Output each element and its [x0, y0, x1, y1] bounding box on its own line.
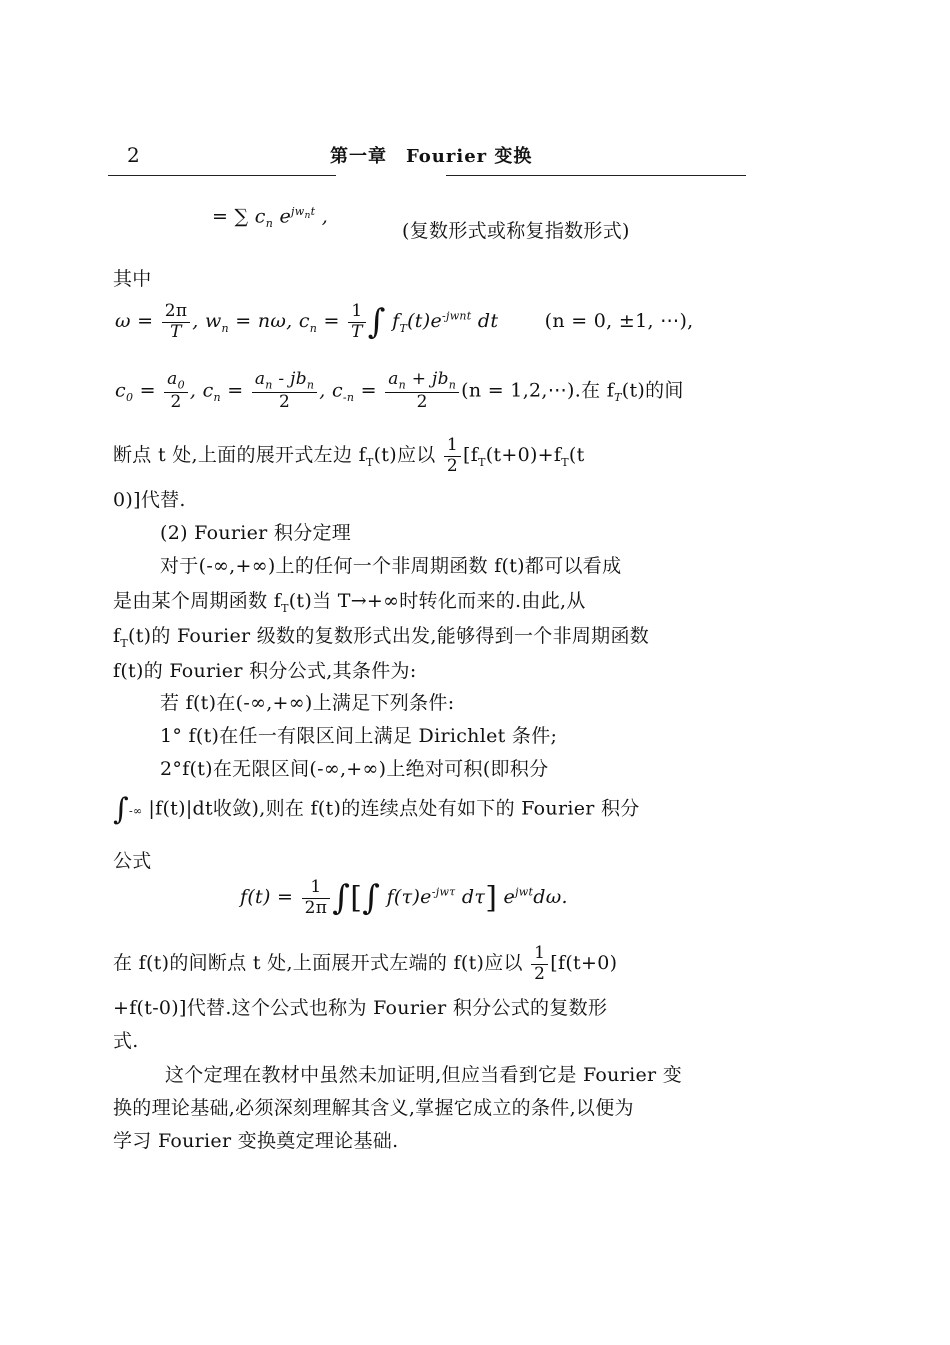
- condition-2: 2°f(t)在无限区间(-∞,+∞)上绝对可积(即积分: [160, 758, 549, 780]
- running-head: 第一章 Fourier 变换: [330, 146, 533, 167]
- para-line-12: 若 f(t)在(-∞,+∞)上满足下列条件:: [160, 692, 455, 714]
- f3-range: (n = 1,2,⋯).在 f: [461, 379, 615, 402]
- formula-definitions: ω = $\frac{2\pi}{T}$ , $w_n = n\omega$, $c_n$ = $\frac{1}{T}$ ∫ $f_T(t)e^{-jwnt}$ dt (n = 0, ±1, ⋯),: [115, 301, 694, 343]
- f3-cn: , c: [189, 379, 214, 402]
- formula-series-note: (复数形式或称复指数形式): [402, 220, 630, 242]
- f17-domega: dω.: [533, 886, 568, 909]
- formula-coefficients: $c_0$ = $\frac{a_0}{2}$ , $c_n$ = $\frac{a_n - jb_n}{2}$ , $c_{-n}$ = $\frac{a_n + jb_n}{2}$ (n = 1,2,⋯).在 $f_T(t)$的间: [115, 369, 684, 413]
- l5-d: (t+0)+f: [485, 444, 562, 467]
- f3-cmn: , c: [319, 379, 343, 402]
- formula-series: = ∑ $c_n$ $e^{jw_nt}$ ,: [212, 205, 329, 231]
- formula-fourier-integral: f(t) = $\frac{1}{2\pi}$ ∫[∫ $f(\tau)e^{-jw\tau}$ dτ] $e^{jwt}d\omega$.: [240, 877, 568, 919]
- para-line-18: 在 f(t)的间断点 t 处,上面展开式左端的 f(t)应以 $\frac{1}{2}$ [f(t+0): [113, 943, 618, 984]
- f17-lhs: f(t) =: [240, 886, 294, 909]
- l18-a: 在 f(t)的间断点 t 处,上面展开式左端的 f(t)应以: [113, 952, 523, 975]
- f2-omega: ω =: [115, 310, 154, 333]
- para-line-9: 是由某个周期函数 $f_T(t)$当 T→+∞时转化而来的.由此,从: [113, 590, 586, 615]
- l9-b: (t)当 T→+∞时转化而来的.由此,从: [288, 590, 586, 612]
- l5-b: (t)应以: [373, 444, 436, 467]
- f17-e: e: [503, 886, 516, 909]
- para-line-8: 对于(-∞,+∞)上的任何一个非周期函数 f(t)都可以看成: [160, 555, 622, 577]
- f3-c0: c: [115, 379, 126, 402]
- f2-wn: , w: [192, 310, 222, 333]
- f2-dt: dt: [477, 310, 499, 333]
- l10-b: (t)的 Fourier 级数的复数形式出发,能够得到一个非周期函数: [127, 625, 650, 647]
- l5-c: [f: [463, 444, 479, 467]
- para-line-19: +f(t-0)]代替.这个公式也称为 Fourier 积分公式的复数形: [113, 997, 608, 1019]
- f2-f: f: [392, 310, 400, 333]
- page-number: 2: [127, 143, 140, 167]
- f3-tail: (t)的间: [621, 379, 684, 402]
- qizhong-label: 其中: [113, 268, 152, 290]
- para-line-16: 公式: [113, 850, 152, 872]
- para-line-5: 断点 t 处,上面的展开式左边 $f_T(t)$应以 $\frac{1}{2}$ [$f_T(t+0)+f_T(t$: [113, 435, 585, 476]
- f2-range: (n = 0, ±1, ⋯),: [544, 310, 694, 333]
- l9-a: 是由某个周期函数 f: [113, 590, 282, 612]
- l10-a: f: [113, 625, 121, 647]
- para-line-15: ∫-∞ |f(t)|dt收敛),则在 f(t)的连续点处有如下的 Fourier 积分: [113, 792, 640, 827]
- para-line-20: 式.: [113, 1030, 139, 1052]
- f3-eq1: =: [133, 379, 156, 402]
- para-line-23: 学习 Fourier 变换奠定理论基础.: [113, 1130, 399, 1152]
- para-line-11: f(t)的 Fourier 积分公式,其条件为:: [113, 660, 417, 682]
- f2-exp: (t)e: [407, 310, 442, 333]
- f17-dtau: dτ: [461, 886, 486, 909]
- f3-eq3: =: [354, 379, 377, 402]
- header-rule-right: [446, 175, 746, 176]
- f17-inner: f(τ)e: [386, 886, 432, 909]
- l5-e: (t: [568, 444, 585, 467]
- l18-b: [f(t+0): [550, 952, 618, 975]
- f3-eq2: =: [220, 379, 244, 402]
- para-line-22: 换的理论基础,必须深刻理解其含义,掌握它成立的条件,以便为: [113, 1097, 634, 1119]
- f2-eq: =: [317, 310, 340, 333]
- f2-cn: = nω, c: [228, 310, 310, 333]
- formula-series-text: = ∑ c: [212, 205, 266, 228]
- para-line-6: 0)]代替.: [113, 489, 186, 511]
- formula-series-exp: e: [279, 205, 291, 228]
- section-heading-fourier-integral: (2) Fourier 积分定理: [160, 522, 352, 544]
- para-line-10: $f_T(t)$的 Fourier 级数的复数形式出发,能够得到一个非周期函数: [113, 625, 650, 650]
- l15-a: |f(t)|dt收敛),则在 f(t)的连续点处有如下的 Fourier 积分: [148, 797, 640, 820]
- l5-a: 断点 t 处,上面的展开式左边 f: [113, 444, 366, 467]
- header-rule-left: [108, 175, 336, 176]
- para-line-21: 这个定理在教材中虽然未加证明,但应当看到它是 Fourier 变: [165, 1064, 683, 1086]
- condition-1: 1° f(t)在任一有限区间上满足 Dirichlet 条件;: [160, 725, 558, 747]
